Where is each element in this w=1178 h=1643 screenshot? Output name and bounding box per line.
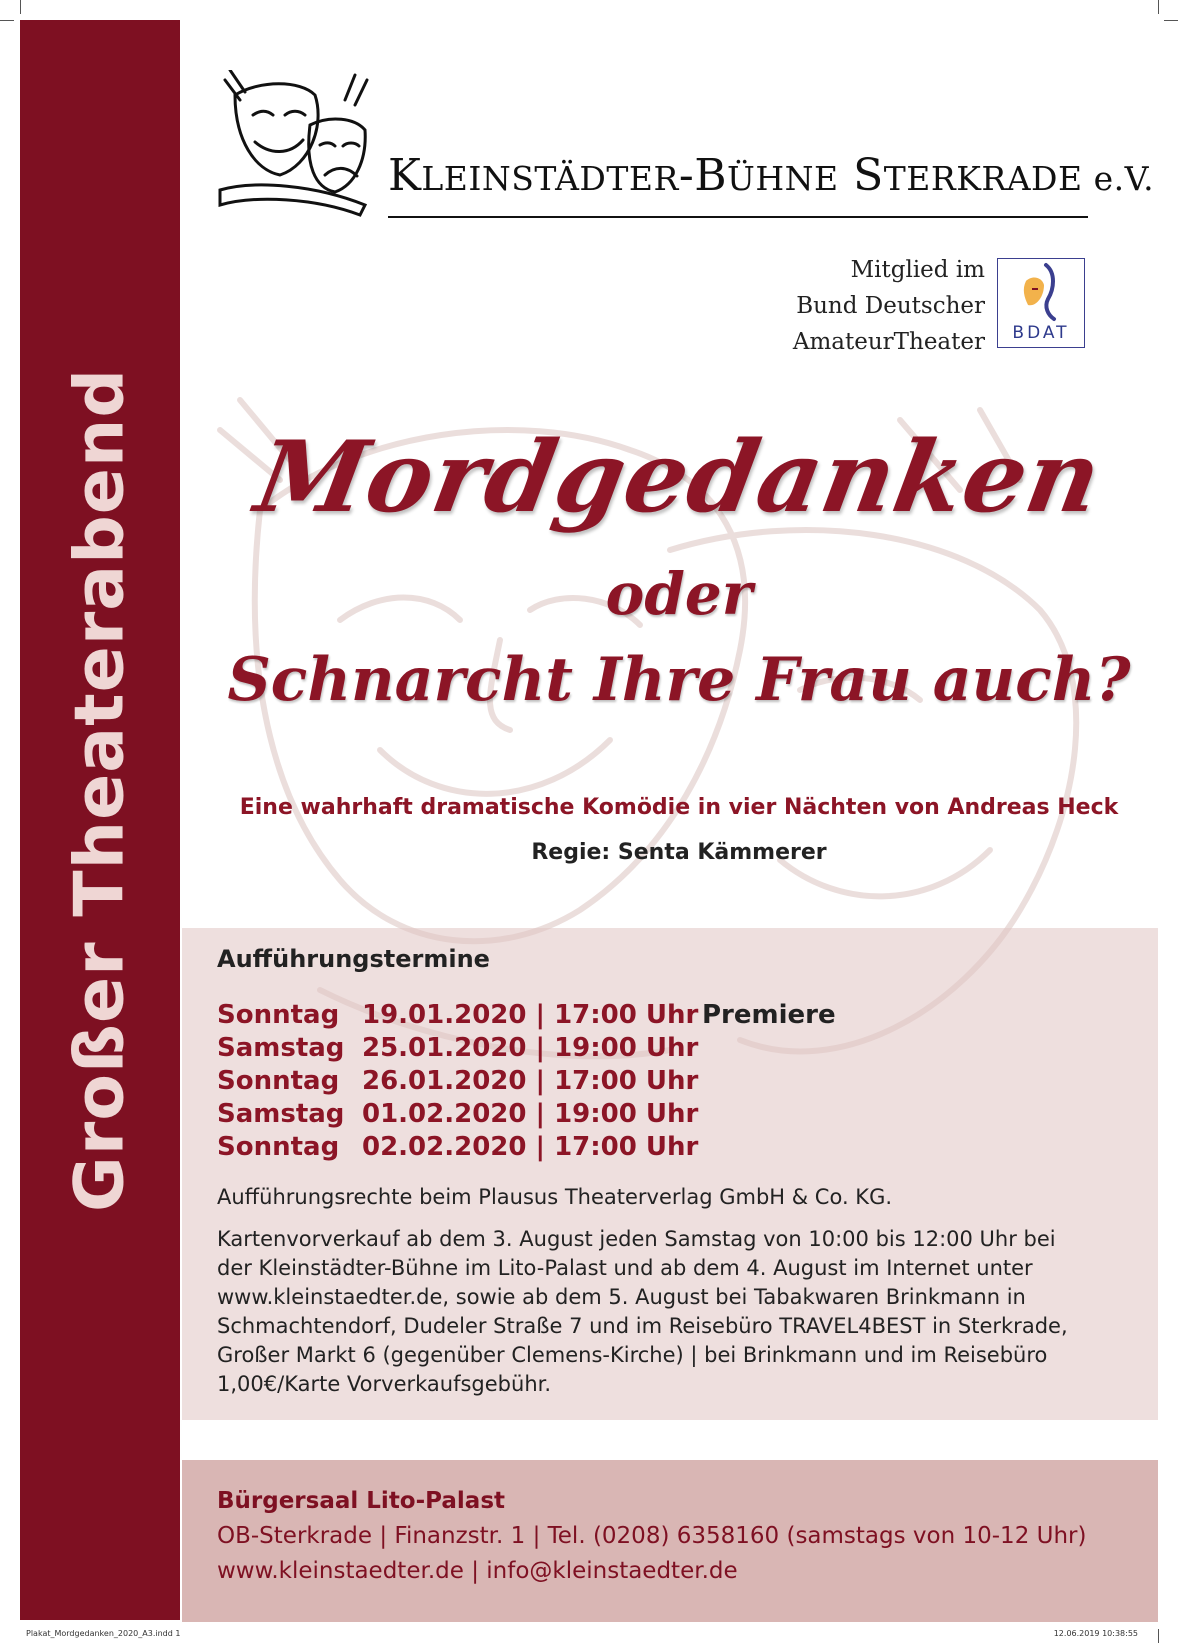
performance-row <box>217 1031 836 1064</box>
play-title: Mordgedanken <box>248 420 1110 535</box>
sidebar-title: Großer Theaterabend <box>60 367 140 1213</box>
performance-datetime: 19.01.2020 | 17:00 Uhr <box>362 999 699 1030</box>
performance-note: Premiere <box>702 999 836 1030</box>
play-description: Eine wahrhaft dramatische Komödie in vier Nächten von Andreas Heck <box>239 795 1119 820</box>
performance-day: Samstag <box>217 1098 345 1129</box>
performance-day: Sonntag <box>217 999 340 1030</box>
membership-text <box>793 252 985 360</box>
performance-day: Sonntag <box>217 1065 340 1096</box>
crop-mark <box>20 0 21 14</box>
bdat-label: BDAT <box>1012 323 1070 343</box>
play-director: Regie: Senta Kämmerer <box>531 840 827 865</box>
performance-datetime: 02.02.2020 | 17:00 Uhr <box>362 1131 699 1162</box>
play-title-connector: oder <box>605 560 753 628</box>
performance-rights: Aufführungsrechte beim Plausus Theaterverlag GmbH & Co. KG. <box>217 1185 893 1209</box>
performance-datetime: 25.01.2020 | 19:00 Uhr <box>362 1032 699 1063</box>
performance-day: Samstag <box>217 1032 345 1063</box>
membership-line: Mitglied im <box>850 257 985 283</box>
header-rule <box>388 216 1088 218</box>
performance-heading: Aufführungstermine <box>217 945 490 973</box>
crop-mark <box>1164 20 1178 21</box>
organization-title: KLEINSTÄDTER-BÜHNE STERKRADE e.V. <box>388 150 1155 201</box>
performance-row <box>217 1097 836 1130</box>
venue-address: OB-Sterkrade | Finanzstr. 1 | Tel. (0208) 6358160 (samstags von 10-12 Uhr) <box>217 1523 1087 1549</box>
performance-row <box>217 1064 836 1097</box>
crop-mark <box>0 20 14 21</box>
performance-datetime: 26.01.2020 | 17:00 Uhr <box>362 1065 699 1096</box>
venue-contact-links[interactable]: www.kleinstaedter.de | info@kleinstaedter.de <box>217 1558 738 1584</box>
performance-row <box>217 1130 836 1163</box>
bdat-mask-icon <box>998 259 1084 323</box>
print-file-slug: Plakat_Mordgedanken_2020_A3.indd 1 <box>26 1629 181 1638</box>
play-subtitle: Schnarcht Ihre Frau auch? <box>227 645 1131 715</box>
performance-datetime: 01.02.2020 | 19:00 Uhr <box>362 1098 699 1129</box>
membership-line: AmateurTheater <box>792 329 985 355</box>
membership-line: Bund Deutscher <box>796 293 985 319</box>
bdat-logo <box>997 258 1085 348</box>
performance-day: Sonntag <box>217 1131 340 1162</box>
ticket-presale-info: Kartenvorverkauf ab dem 3. August jeden Samstag von 10:00 bis 12:00 Uhr bei der Kleinstädter-Bühne im Lito-Palast und ab dem 4. August im Internet unter www.kleinstaedter.de, sowie ab dem 5. August bei Tabakwaren Brinkmann in Schmachtendorf, Dudeler Straße 7 und im Reisebüro TRAVEL4BEST in Sterkrade, Großer Markt 6 (gegenüber Clemens-Kirche) | bei Brinkmann und im Reisebüro 1,00€/Karte Vorverkaufsgebühr. <box>217 1227 1068 1396</box>
venue-name: Bürgersaal Lito-Palast <box>217 1488 506 1514</box>
performance-list <box>217 998 836 1163</box>
crop-mark <box>1158 0 1159 14</box>
theater-masks-icon <box>215 70 375 220</box>
print-timestamp: 12.06.2019 10:38:55 <box>1053 1629 1138 1638</box>
crop-mark <box>1158 1629 1159 1643</box>
performance-row <box>217 998 836 1031</box>
